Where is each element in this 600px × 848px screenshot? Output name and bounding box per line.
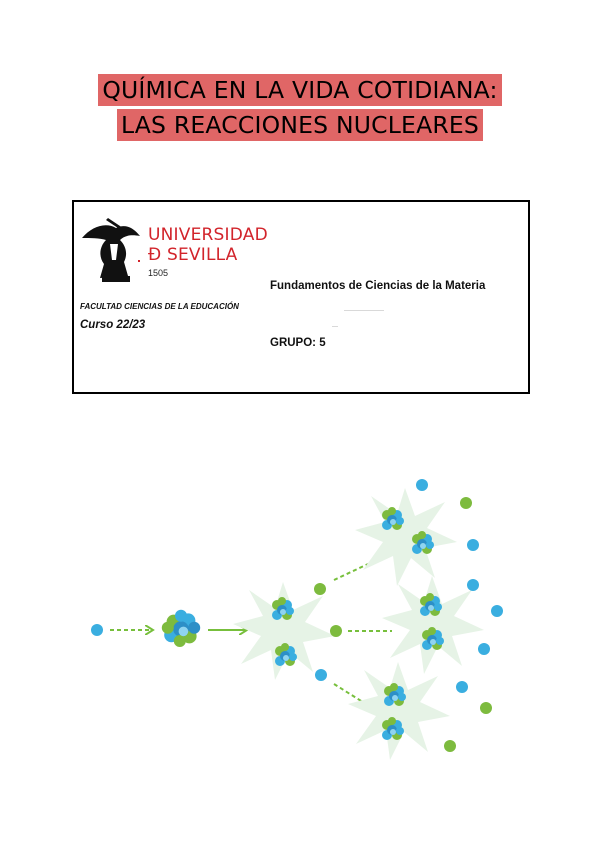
neutron-icon [467, 579, 479, 591]
info-box [72, 200, 530, 394]
neutron-icon [467, 539, 479, 551]
neutron-icon [444, 740, 456, 752]
nucleus-icon [272, 597, 294, 620]
nucleus-icon [162, 610, 200, 647]
title-line-2: LAS REACCIONES NUCLEARES [117, 109, 483, 141]
faint-mark [332, 326, 338, 327]
course-label: Curso 22/23 [80, 319, 146, 331]
neutron-icon [416, 479, 428, 491]
subject-label: Fundamentos de Ciencias de la Materia [270, 280, 486, 292]
university-name-line-2: Ð SEVILLA [148, 245, 238, 265]
neutron-icon [456, 681, 468, 693]
faint-line [344, 310, 384, 311]
fission-burst-icon [348, 662, 450, 760]
group-label: GRUPO: 5 [270, 337, 326, 349]
neutron-icon [314, 583, 326, 595]
neutron-icon [460, 497, 472, 509]
title-line-1: QUÍMICA EN LA VIDA COTIDIANA: [98, 74, 501, 106]
university-name-line-1: UNIVERSIDAD [148, 225, 268, 245]
fission-burst-icon [355, 488, 457, 586]
university-year: 1505 [148, 268, 169, 278]
neutron-icon [491, 605, 503, 617]
fission-burst-icon [382, 576, 484, 674]
university-name [148, 225, 268, 265]
document-title [0, 74, 600, 141]
neutron-icon [91, 624, 103, 636]
arrow-icon [334, 564, 368, 580]
neutron-icon [480, 702, 492, 714]
nuclear-fission-diagram [0, 460, 600, 780]
neutron-icon [478, 643, 490, 655]
neutron-icon [315, 669, 327, 681]
neutron-icon [330, 625, 342, 637]
fission-burst-icon [233, 582, 335, 680]
faculty-label: FACULTAD CIENCIAS DE LA EDUCACIÓN [80, 302, 239, 311]
